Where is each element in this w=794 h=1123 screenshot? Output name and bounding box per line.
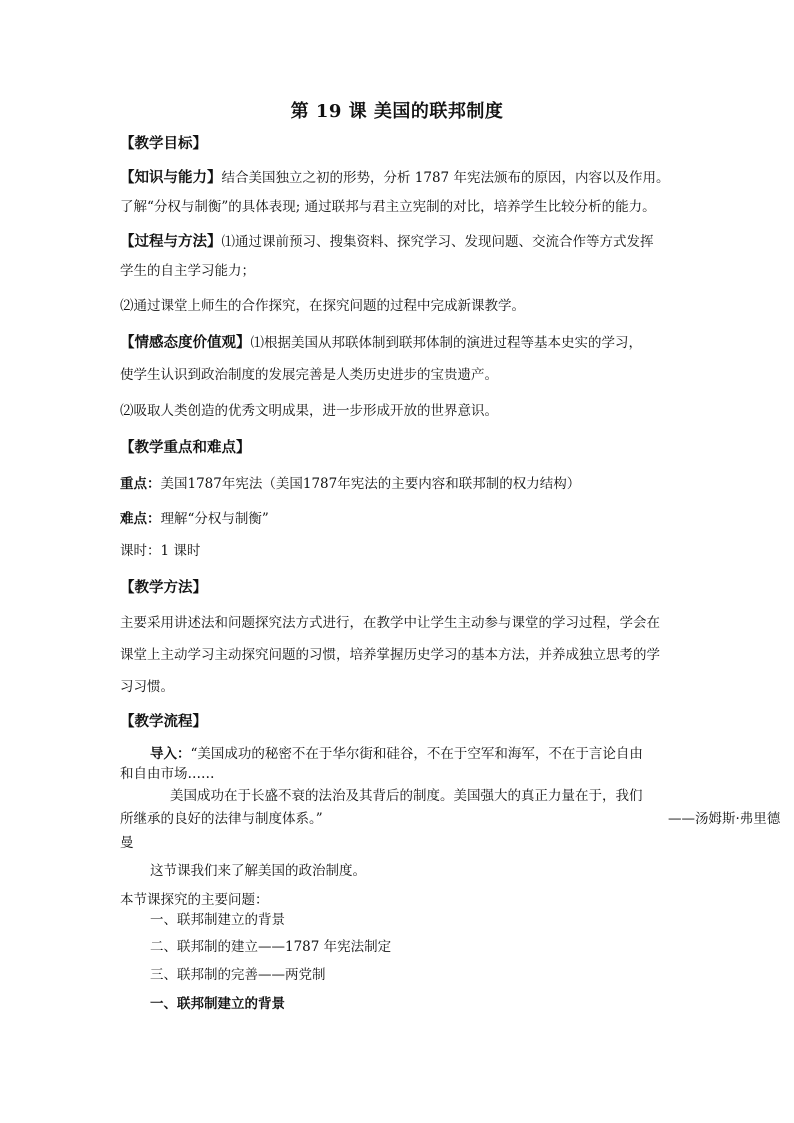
intro-line-4 xyxy=(120,808,781,830)
question-1: 一、联邦制建立的背景 xyxy=(150,912,285,928)
focus-label: 重点： xyxy=(120,476,161,492)
emotion-text-3: ⑵吸取人类创造的优秀文明成果，进一步形成开放的世界意识。 xyxy=(120,403,498,419)
knowledge-label: 【知识与能力】 xyxy=(120,169,222,186)
methods-text-2: 课堂上主动学习主动探究问题的习惯，培养掌握历史学习的基本方法，并养成独立思考的学 xyxy=(120,647,660,663)
question-3: 三、联邦制的完善——两党制 xyxy=(150,967,326,983)
process-paragraph-line-1 xyxy=(120,231,680,253)
questions-heading: 本节课探究的主要问题： xyxy=(120,892,269,908)
page-title: 第 19 课 美国的联邦制度 xyxy=(290,101,504,122)
knowledge-text-1: 结合美国独立之初的形势，分析 1787 年宪法颁布的原因，内容以及作用。 xyxy=(221,170,670,186)
difficulty-text: 理解“分权与制衡” xyxy=(160,511,269,527)
key-points-heading: 【教学重点和难点】 xyxy=(120,439,251,456)
emotion-text-1: ⑴根据美国从邦联体制到联邦体制的演进过程等基本史实的学习， xyxy=(250,335,642,351)
intro-text-2: 和自由市场…… xyxy=(120,766,215,782)
intro-line-1 xyxy=(150,743,710,765)
section-1-heading: 一、联邦制建立的背景 xyxy=(150,996,285,1012)
process-label: 【过程与方法】 xyxy=(120,233,222,250)
class-hours: 课时：1 课时 xyxy=(120,543,201,559)
process-text-2: 学生的自主学习能力； xyxy=(120,263,255,279)
process-heading: 【教学流程】 xyxy=(120,713,207,730)
emotion-label: 【情感态度价值观】 xyxy=(120,334,251,351)
intro-text-4: 所继承的良好的法律与制度体系。” xyxy=(120,811,323,827)
focus-line xyxy=(120,473,680,495)
intro-text-1: “美国成功的秘密不在于华尔街和硅谷，不在于空军和海军，不在于言论自由 xyxy=(190,746,643,762)
objectives-heading: 【教学目标】 xyxy=(120,135,207,152)
difficulty-label: 难点： xyxy=(120,511,161,527)
process-text-1: ⑴通过课前预习、搜集资料、探究学习、发现问题、交流合作等方式发挥 xyxy=(221,234,654,250)
question-2: 二、联邦制的建立——1787 年宪法制定 xyxy=(150,939,392,955)
intro-label: 导入： xyxy=(150,746,191,762)
emotion-paragraph-line-1 xyxy=(120,332,680,354)
intro-text-3: 美国成功在于长盛不衰的法治及其背后的制度。美国强大的真正力量在于，我们 xyxy=(170,788,643,804)
process-text-3: ⑵通过课堂上师生的合作探究，在探究问题的过程中完成新课教学。 xyxy=(120,298,525,314)
knowledge-text-2: 了解“分权与制衡”的具体表现; 通过联邦与君主立宪制的对比，培养学生比较分析的能力。 xyxy=(120,199,656,215)
focus-text: 美国1787年宪法（美国1787年宪法的主要内容和联邦制的权力结构） xyxy=(160,476,581,492)
emotion-text-2: 使学生认识到政治制度的发展完善是人类历史进步的宝贵遗产。 xyxy=(120,367,498,383)
methods-heading: 【教学方法】 xyxy=(120,579,207,596)
methods-text-1: 主要采用讲述法和问题探究法方式进行，在教学中让学生主动参与课堂的学习过程，学会在 xyxy=(120,615,660,631)
knowledge-paragraph-line-1 xyxy=(120,167,680,189)
intro-author-2: 曼 xyxy=(120,835,134,851)
methods-text-3: 习习惯。 xyxy=(120,679,174,695)
difficulty-line xyxy=(120,508,680,530)
intro-author-1: ——汤姆斯·弗里德 xyxy=(668,811,781,827)
transition-text: 这节课我们来了解美国的政治制度。 xyxy=(150,863,366,879)
